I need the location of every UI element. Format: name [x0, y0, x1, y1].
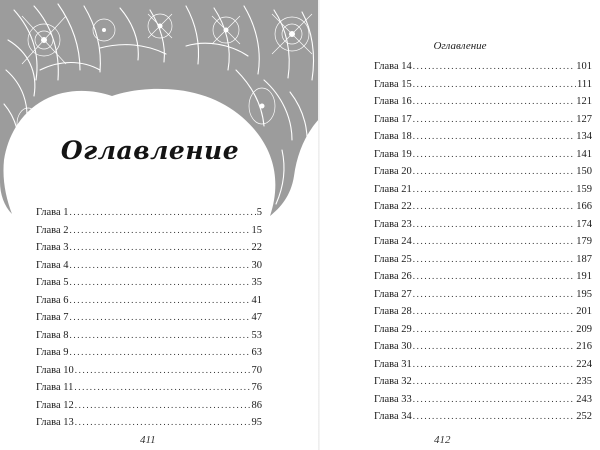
toc-entry-label: Глава 2 [36, 224, 69, 236]
toc-list-right [374, 58, 592, 426]
toc-title: Оглавление [60, 136, 240, 165]
toc-entry-label: Глава 10 [36, 364, 74, 376]
toc-entry [374, 408, 592, 426]
toc-list-left [36, 204, 262, 432]
toc-entry-label: Глава 34 [374, 411, 412, 422]
toc-entry-page: 187 [576, 253, 592, 265]
toc-dot-leader [413, 181, 575, 199]
toc-entry-page: 243 [576, 393, 592, 405]
toc-entry [36, 362, 262, 380]
toc-entry-label: Глава 9 [36, 347, 69, 358]
toc-dot-leader [70, 222, 251, 240]
toc-entry-label: Глава 5 [36, 277, 69, 288]
toc-entry-label: Глава 26 [374, 271, 412, 282]
toc-dot-leader [413, 216, 575, 234]
toc-entry-page: 127 [576, 113, 592, 125]
toc-dot-leader [413, 303, 575, 321]
toc-entry [374, 93, 592, 111]
toc-entry [36, 239, 262, 257]
toc-entry [374, 181, 592, 199]
toc-entry-page: 224 [576, 358, 592, 370]
toc-entry-label: Глава 33 [374, 393, 412, 405]
running-header: Оглавление [433, 40, 487, 52]
toc-entry [36, 309, 262, 327]
lace-floral-ornament-icon [0, 0, 320, 230]
toc-entry-page: 70 [251, 364, 262, 376]
toc-dot-leader [413, 93, 575, 111]
toc-entry-page: 41 [251, 294, 262, 306]
toc-entry-page: 76 [251, 382, 262, 393]
toc-entry [374, 338, 592, 356]
toc-entry-label: Глава 27 [374, 288, 412, 300]
toc-entry [374, 146, 592, 164]
toc-entry-page: 47 [251, 312, 262, 323]
toc-entry-page: 95 [251, 417, 262, 428]
toc-entry [36, 327, 262, 345]
toc-entry-page: 216 [576, 341, 592, 352]
toc-entry-label: Глава 29 [374, 323, 412, 335]
toc-dot-leader [413, 321, 575, 339]
toc-entry [36, 204, 262, 222]
toc-entry-page: 201 [576, 306, 592, 317]
toc-entry-page: 195 [576, 288, 592, 300]
toc-entry-label: Глава 32 [374, 376, 412, 387]
toc-entry [374, 128, 592, 146]
page-number-left: 411 [140, 434, 156, 446]
toc-entry [374, 76, 592, 94]
toc-entry [36, 292, 262, 310]
toc-entry-label: Глава 24 [374, 236, 412, 247]
toc-entry-label: Глава 19 [374, 148, 412, 160]
toc-entry-page: 30 [251, 259, 262, 271]
toc-dot-leader [413, 198, 575, 216]
toc-entry [36, 344, 262, 362]
toc-entry-page: 134 [576, 131, 592, 142]
toc-dot-leader [75, 397, 251, 415]
toc-dot-leader [70, 239, 251, 257]
toc-dot-leader [74, 379, 250, 397]
toc-entry-page: 15 [251, 224, 262, 236]
toc-entry [36, 274, 262, 292]
toc-entry-page: 101 [576, 61, 592, 72]
toc-dot-leader [413, 111, 575, 129]
toc-dot-leader [413, 391, 575, 409]
toc-entry-label: Глава 14 [374, 61, 412, 72]
toc-entry [36, 397, 262, 415]
toc-entry-label: Глава 7 [36, 312, 69, 323]
toc-entry [374, 356, 592, 374]
toc-entry-page: 166 [576, 201, 592, 212]
toc-entry-label: Глава 23 [374, 218, 412, 230]
toc-entry-page: 179 [576, 236, 592, 247]
toc-dot-leader [413, 163, 575, 181]
toc-entry-label: Глава 12 [36, 399, 74, 411]
toc-entry-label: Глава 1 [36, 207, 69, 218]
toc-dot-leader [413, 373, 575, 391]
toc-entry-page: 22 [251, 242, 262, 253]
toc-entry-label: Глава 28 [374, 306, 412, 317]
toc-entry [374, 391, 592, 409]
toc-entry-page: 159 [576, 183, 592, 195]
toc-dot-leader [413, 338, 575, 356]
toc-entry-label: Глава 8 [36, 329, 69, 341]
toc-entry [374, 233, 592, 251]
toc-entry [374, 251, 592, 269]
toc-dot-leader [70, 327, 251, 345]
toc-entry-page: 86 [251, 399, 262, 411]
toc-entry-label: Глава 20 [374, 166, 412, 177]
toc-dot-leader [70, 274, 251, 292]
toc-entry [374, 198, 592, 216]
toc-entry-label: Глава 4 [36, 259, 69, 271]
toc-entry [374, 58, 592, 76]
toc-entry-page: 209 [576, 323, 592, 335]
toc-entry-page: 174 [576, 218, 592, 230]
toc-entry [374, 216, 592, 234]
toc-entry-label: Глава 21 [374, 183, 412, 195]
toc-entry-page: 191 [576, 271, 592, 282]
toc-entry-label: Глава 13 [36, 417, 74, 428]
toc-entry-label: Глава 15 [374, 78, 412, 90]
toc-entry [374, 303, 592, 321]
toc-dot-leader [413, 356, 575, 374]
toc-dot-leader [70, 344, 251, 362]
toc-dot-leader [75, 362, 251, 380]
toc-dot-leader [413, 268, 575, 286]
toc-dot-leader [70, 309, 251, 327]
page-number-right: 412 [434, 434, 451, 446]
toc-dot-leader [70, 257, 251, 275]
toc-entry-label: Глава 30 [374, 341, 412, 352]
toc-entry-page: 111 [577, 78, 592, 90]
toc-dot-leader [413, 76, 576, 94]
toc-entry [374, 268, 592, 286]
toc-dot-leader [413, 128, 575, 146]
toc-dot-leader [413, 408, 575, 426]
toc-dot-leader [70, 292, 251, 310]
toc-entry-page: 235 [576, 376, 592, 387]
toc-dot-leader [413, 251, 575, 269]
toc-entry [36, 414, 262, 432]
toc-entry [36, 257, 262, 275]
toc-entry [374, 111, 592, 129]
toc-dot-leader [75, 414, 251, 432]
toc-entry [36, 222, 262, 240]
toc-entry-label: Глава 31 [374, 358, 412, 370]
toc-entry-page: 252 [576, 411, 592, 422]
toc-entry-label: Глава 3 [36, 242, 69, 253]
toc-dot-leader [413, 233, 575, 251]
toc-entry-page: 121 [576, 96, 592, 107]
toc-entry-page: 5 [256, 207, 262, 218]
toc-dot-leader [413, 146, 575, 164]
toc-dot-leader [413, 58, 575, 76]
toc-entry-page: 141 [576, 148, 592, 160]
toc-entry-label: Глава 22 [374, 201, 412, 212]
toc-entry-page: 53 [251, 329, 262, 341]
toc-entry-label: Глава 17 [374, 113, 412, 125]
toc-dot-leader [413, 286, 575, 304]
toc-dot-leader [70, 204, 256, 222]
right-page [320, 0, 600, 450]
toc-entry-page: 35 [251, 277, 262, 288]
toc-entry-page: 150 [576, 166, 592, 177]
toc-entry-page: 63 [251, 347, 262, 358]
toc-entry-label: Глава 16 [374, 96, 412, 107]
toc-entry-label: Глава 25 [374, 253, 412, 265]
toc-entry [374, 321, 592, 339]
toc-entry-label: Глава 11 [36, 382, 74, 393]
toc-entry-label: Глава 6 [36, 294, 69, 306]
toc-entry [374, 163, 592, 181]
toc-entry [36, 379, 262, 397]
toc-entry [374, 286, 592, 304]
toc-entry-label: Глава 18 [374, 131, 412, 142]
toc-entry [374, 373, 592, 391]
